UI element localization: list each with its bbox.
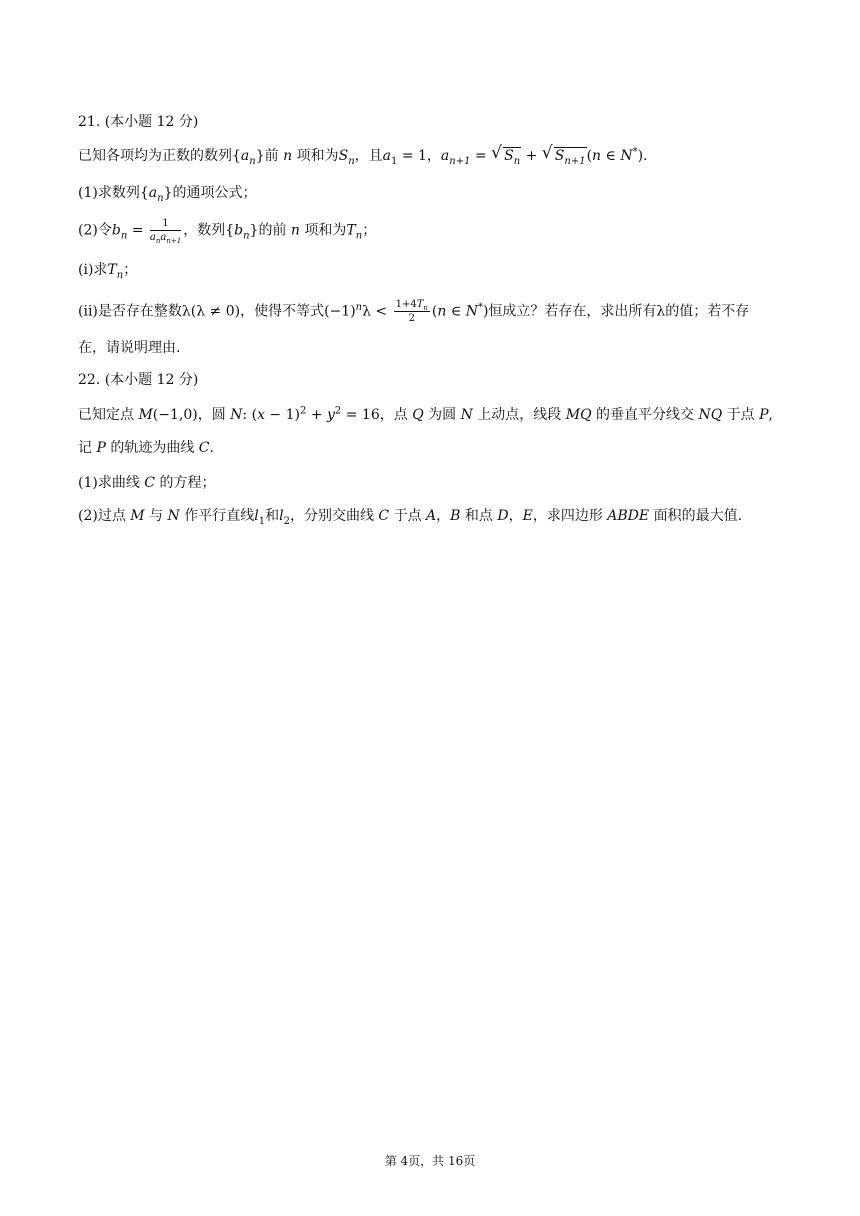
page-footer: 第 4页，共 16页 xyxy=(384,1154,476,1168)
q21-sub-ii-continued: 在，请说明理由. xyxy=(78,340,181,356)
q21-stem: 已知各项均为正数的数列$\{a_n\}$前 n 项和为$S_n$，且$a_1 = 1$，$a_{n+1}$ = √ $S_n$ + √ $S_{n+1}(n$ ∈ N*). xyxy=(78,146,648,166)
q21-title: 21. (本小题 12 分) xyxy=(78,114,199,130)
q22-stem-line2: 记 P 的轨迹为曲线 C. xyxy=(78,440,214,456)
q22-part1: (1)求曲线 C 的方程； xyxy=(78,475,216,491)
q22-stem-line1: 已知定点 M(−1,0)，圆 N: $(x - 1)^2 + y^2 = 16$，点 Q 为圆 N 上动点，线段 MQ 的垂直平分线交 NQ 于点 P, xyxy=(78,405,773,423)
q21-sub-ii: (ⅱ)是否存在整数λ(λ ≠ 0)，使得不等式$(-1)^n\lambda$ < $\frac{1+4T_n}{2}$ (n ∈ N*)恒成立？若存在，求出所有λ的值；若不存 xyxy=(78,299,750,324)
q21-part2: (2)令$b_n$ = $\frac{1}{a_na_{n+1}}$ ，数列$\{b_n\}$的前 n 项和为$T_n$； xyxy=(78,218,377,245)
q21-sub-i: (ⅰ)求$T_n$； xyxy=(78,262,138,281)
q21-part1: (1)求数列$\{a_n\}$的通项公式； xyxy=(78,185,257,204)
q22-title: 22. (本小题 12 分) xyxy=(78,372,199,388)
q22-part2: (2)过点 M 与 N 作平行直线$l_1$和$l_2$，分别交曲线 C 于点 A，B 和点 D，E，求四边形 ABDE 面积的最大值. xyxy=(78,508,743,527)
